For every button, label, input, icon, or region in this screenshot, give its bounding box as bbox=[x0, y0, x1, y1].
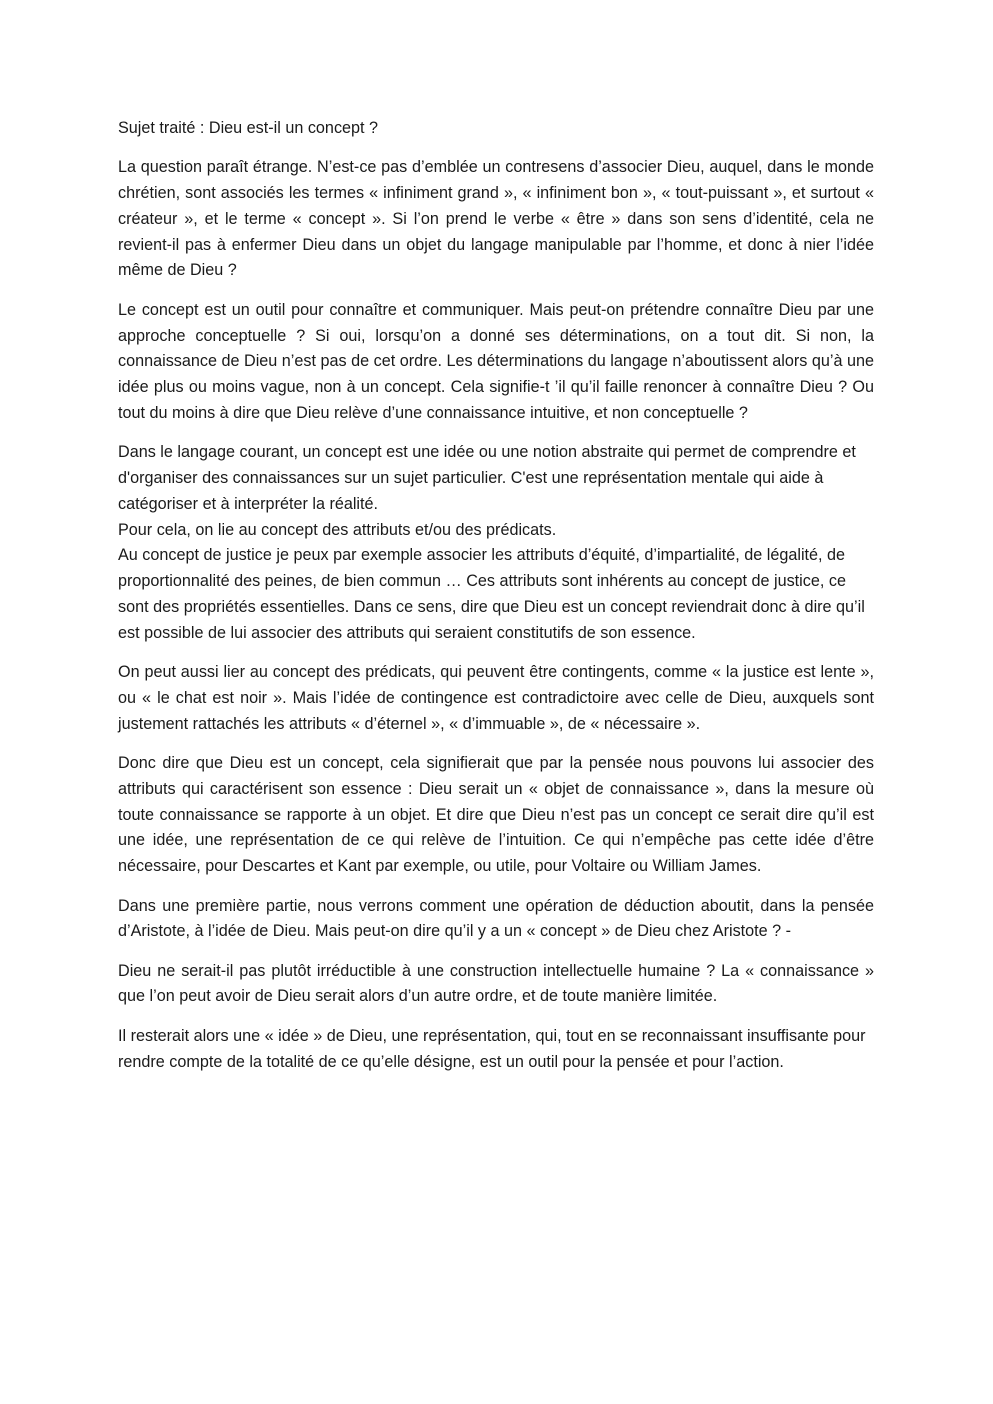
paragraph-idea-of-god: Il resterait alors une « idée » de Dieu, une représentation, qui, tout en se reconnaissant insuffisante pour rendre compte de la totalité de ce qu’elle désigne, est un outil pour la pensée et pour l’action. bbox=[118, 1026, 866, 1071]
paragraph-common-language bbox=[118, 440, 874, 646]
paragraph-predicates: On peut aussi lier au concept des prédicats, qui peuvent être contingents, comme « la justice est lente », ou « le chat est noir ». Mais l’idée de contingence est contradictoire avec celle de Dieu, auxquels sont justement rattachés les attributs « d’éternel », « d’immuable », de « nécessaire ». bbox=[118, 663, 874, 733]
document-title: Sujet traité : Dieu est-il un concept ? bbox=[118, 119, 379, 137]
paragraph-common-language-part3: Au concept de justice je peux par exemple associer les attributs d’équité, d’impartialité, de légalité, de proportionnalité des peines, de bien commun … Ces attributs sont inhérents au concept de justice, ce sont des propriétés essentielles. Dans ce sens, dire que Dieu est un concept reviendrait donc à dire qu’il est possible de lui associer des attributs qui seraient constitutifs de son essence. bbox=[118, 546, 865, 642]
paragraph-first-part: Dans une première partie, nous verrons comment une opération de déduction aboutit, dans la pensée d’Aristote, à l’idée de Dieu. Mais peut-on dire qu’il y a un « concept » de Dieu chez Aristote ? - bbox=[118, 896, 874, 941]
paragraph-introduction: La question paraît étrange. N’est-ce pas d’emblée un contresens d’associer Dieu, auquel, dans le monde chrétien, sont associés les termes « infiniment grand », « infiniment bon », « tout-puissant », et surtout « créateur », et le terme « concept ». Si l’on prend le verbe « être » dans son sens d’identité, cela ne revient-il pas à enfermer Dieu dans un objet du langage manipulable par l’homme, et donc à nier l’idée même de Dieu ? bbox=[118, 158, 874, 280]
paragraph-irreducible: Dieu ne serait-il pas plutôt irréductible à une construction intellectuelle humaine ? La « connaissance » que l’on peut avoir de Dieu serait alors d’un autre ordre, et de toute manière limitée. bbox=[118, 961, 874, 1006]
document-page bbox=[118, 116, 874, 1089]
paragraph-conclusion-concept: Donc dire que Dieu est un concept, cela signifierait que par la pensée nous pouvons lui associer des attributs qui caractérisent son essence : Dieu serait un « objet de connaissance », dans la mesure où toute connaissance se rapporte à un objet. Et dire que Dieu n’est pas un concept ce serait dire qu’il est une idée, une représentation de ce qui relève de l’intuition. Ce qui n’empêche pas cette idée d’être nécessaire, pour Descartes et Kant par exemple, ou utile, pour Voltaire ou William James. bbox=[118, 754, 874, 876]
paragraph-common-language-part1: Dans le langage courant, un concept est une idée ou une notion abstraite qui permet de comprendre et d'organiser des connaissances sur un sujet particulier. C'est une représentation mentale qui aide à catégoriser et à interpréter la réalité. bbox=[118, 443, 856, 513]
paragraph-concept-tool: Le concept est un outil pour connaître et communiquer. Mais peut-on prétendre connaître Dieu par une approche conceptuelle ? Si oui, lorsqu’on a donné ses déterminations, on a tout dit. Si non, la connaissance de Dieu n’est pas de cet ordre. Les déterminations du langage n’aboutissent alors qu’à une idée plus ou moins vague, non à un concept. Cela signifie-t ’il qu’il faille renoncer à connaître Dieu ? Ou tout du moins à dire que Dieu relève d’une connaissance intuitive, et non conceptuelle ? bbox=[118, 300, 874, 422]
paragraph-common-language-part2: Pour cela, on lie au concept des attributs et/ou des prédicats. bbox=[118, 520, 557, 539]
